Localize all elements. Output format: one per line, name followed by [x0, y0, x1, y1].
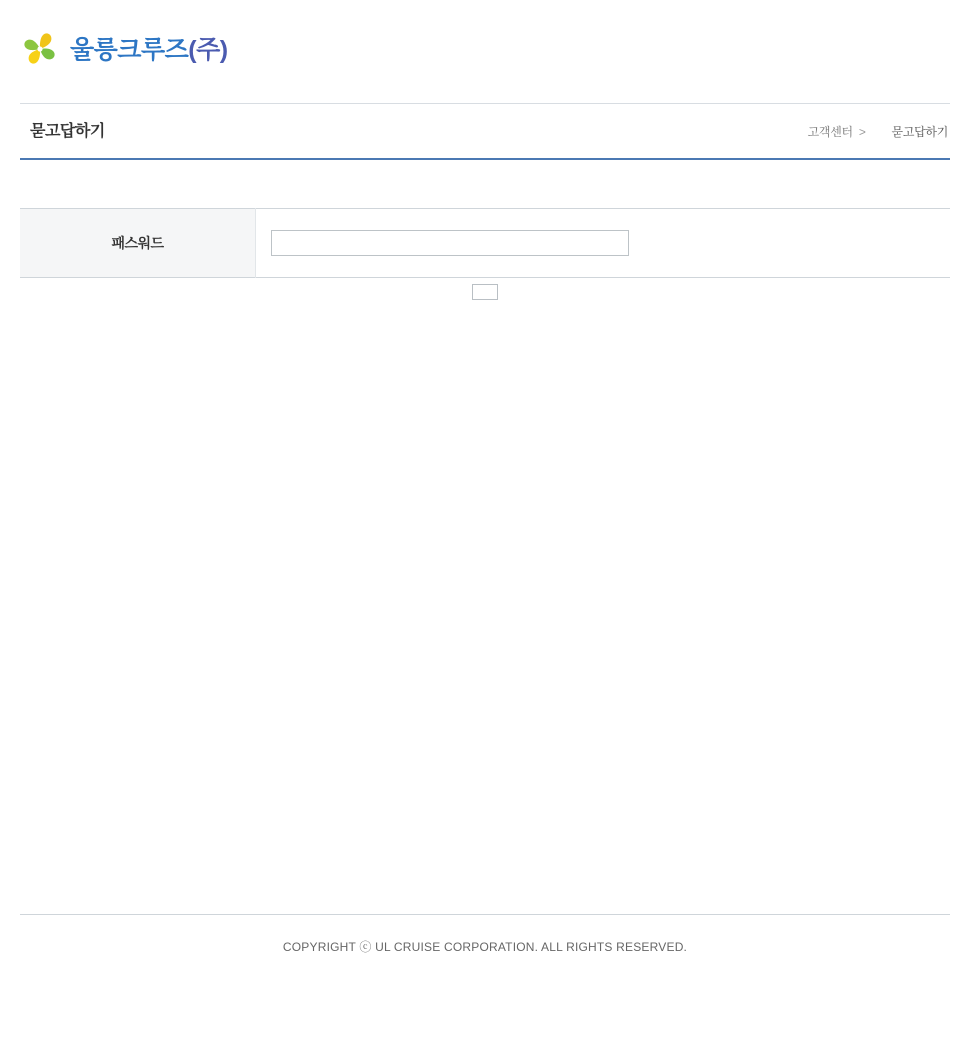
page-title: 묻고답하기 — [30, 123, 105, 140]
page-titlebar — [20, 103, 950, 160]
pinwheel-flower-icon — [20, 30, 60, 70]
logo-text-main: 울릉크루즈 — [70, 35, 189, 64]
password-label: 패스워드 — [20, 209, 256, 278]
site-logo-text — [70, 35, 228, 64]
breadcrumb-current: 묻고답하기 — [891, 125, 948, 139]
main-content — [20, 208, 950, 304]
password-field-cell — [256, 209, 951, 278]
site-footer — [20, 914, 950, 955]
breadcrumb-separator-icon: > — [858, 124, 866, 139]
site-header — [0, 0, 970, 103]
site-logo-link[interactable] — [20, 30, 228, 70]
confirm-button[interactable] — [472, 284, 498, 300]
breadcrumb — [808, 123, 948, 140]
logo-text-suffix: (주) — [188, 35, 228, 64]
breadcrumb-root[interactable]: 고객센터 — [807, 125, 853, 139]
table-row — [20, 209, 950, 278]
copyright-text: COPYRIGHT ⓒ UL CRUISE CORPORATION. ALL RIGHTS RESERVED. — [282, 940, 688, 954]
password-form-table — [20, 208, 950, 278]
form-actions — [20, 284, 950, 304]
password-input[interactable] — [271, 230, 629, 256]
